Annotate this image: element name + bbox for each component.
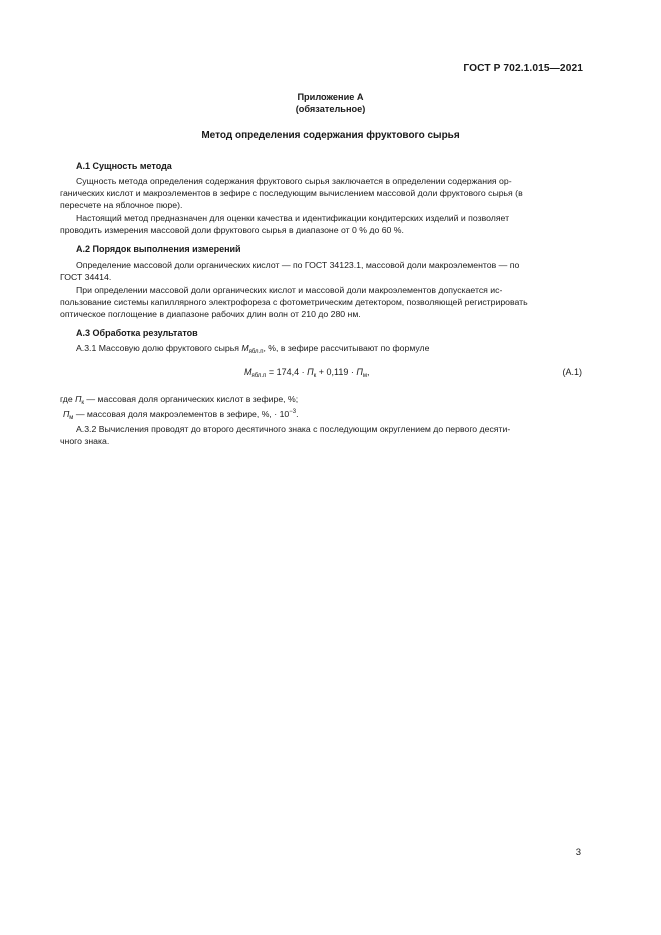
s1-p2-line2: проводить измерения массовой доли фруктового сырья в диапазоне от 0 % до 60 %. bbox=[60, 225, 404, 235]
formula-lhs: М bbox=[244, 367, 252, 377]
formula-term1-sub: к bbox=[313, 373, 317, 379]
where-sup: −3 bbox=[289, 409, 297, 415]
formula-lhs-sub: ябл.п bbox=[251, 373, 267, 379]
where-var2-sub: м bbox=[69, 415, 74, 421]
document-code: ГОСТ Р 702.1.015—2021 bbox=[463, 63, 583, 74]
var-m: М bbox=[241, 343, 249, 353]
s2-p2-line3: оптическое поглощение в диапазоне рабочих длин волн от 210 до 280 нм. bbox=[60, 309, 361, 319]
section-a2-heading: А.2 Порядок выполнения измерений bbox=[76, 244, 241, 254]
s3-p1-post: , %, в зефире рассчитывают по формуле bbox=[263, 343, 430, 353]
formula-a1 bbox=[244, 367, 370, 377]
where-var1: П bbox=[75, 394, 82, 404]
s1-p1-line2: ганических кислот и макроэлементов в зефире с последующим вычислением массовой доли фруктового сырья (в bbox=[60, 188, 523, 198]
s2-p1-line2: ГОСТ 34414. bbox=[60, 272, 112, 282]
equation-number: (А.1) bbox=[562, 367, 582, 377]
where-var2: П bbox=[63, 409, 70, 419]
formula-eq: = 174,4 · bbox=[266, 367, 308, 377]
s2-p1-line1: Определение массовой доли органических кислот — по ГОСТ 34123.1, массовой доли макроэлементов — по bbox=[76, 260, 520, 270]
page-number: 3 bbox=[575, 847, 581, 858]
s3-p2-line2: чного знака. bbox=[60, 436, 110, 446]
s2-p2-line2: пользование системы капиллярного электрофореза с фотометрическим детектором, позволяющей регистрировать bbox=[60, 297, 528, 307]
s3-p1-pre: А.3.1 Массовую долю фруктового сырья bbox=[76, 343, 242, 353]
s3-p1 bbox=[76, 343, 429, 353]
formula-term2: П bbox=[356, 367, 363, 377]
main-title: Метод определения содержания фруктового сырья bbox=[201, 130, 460, 141]
var-m-sub: ябл.п bbox=[248, 349, 264, 355]
s1-p2-line1: Настоящий метод предназначен для оценки качества и идентификации кондитерских изделий и позволяет bbox=[76, 213, 510, 223]
section-a3-heading: А.3 Обработка результатов bbox=[76, 328, 198, 338]
s3-p2-line1: А.3.2 Вычисления проводят до второго десятичного знака с последующим округлением до первого десяти- bbox=[76, 424, 511, 434]
where-end: . bbox=[296, 409, 299, 419]
s1-p1-line1: Сущность метода определения содержания фруктового сырья заключается в определении содержания ор- bbox=[76, 176, 512, 186]
annex-title: Приложение А bbox=[297, 92, 364, 102]
s1-p1-line3: пересчете на яблочное пюре). bbox=[60, 200, 183, 210]
formula-term1: П bbox=[307, 367, 314, 377]
formula-term2-sub: м bbox=[362, 373, 368, 379]
where-pre: где bbox=[60, 394, 76, 404]
formula-end: , bbox=[367, 367, 370, 377]
where-line2 bbox=[63, 409, 299, 419]
section-a1-heading: А.1 Сущность метода bbox=[76, 161, 172, 171]
where-text1: — массовая доля органических кислот в зефире, %; bbox=[84, 394, 299, 404]
where-text2: — массовая доля макроэлементов в зефире, %, · 10 bbox=[73, 409, 290, 419]
s2-p2-line1: При определении массовой доли органических кислот и массовой доли макроэлементов допускается ис- bbox=[76, 285, 503, 295]
where-var1-sub: к bbox=[81, 400, 85, 406]
annex-status: (обязательное) bbox=[295, 104, 366, 114]
formula-plus: + 0,119 · bbox=[316, 367, 357, 377]
where-line1 bbox=[60, 394, 298, 404]
